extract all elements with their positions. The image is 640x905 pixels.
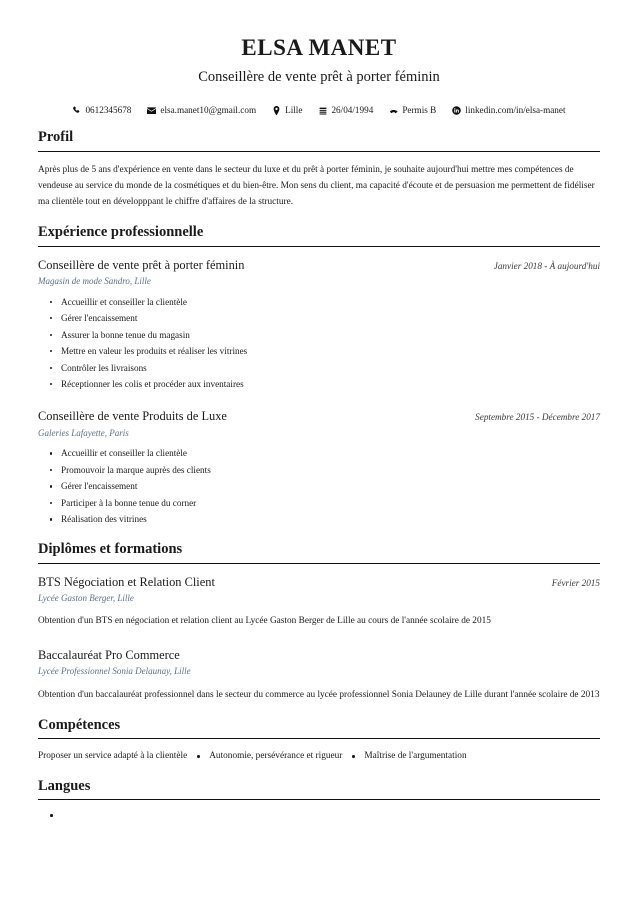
section-divider [38, 738, 600, 739]
experience-entry-head [38, 257, 600, 273]
education-entry-head [38, 647, 600, 663]
education-date: Février 2015 [551, 577, 600, 588]
phone-icon [72, 106, 81, 115]
list-item: Mettre en valeur les produits et réaliser les vitrines [50, 345, 600, 359]
contact-driving-licence [389, 106, 436, 115]
skill-item: Maîtrise de l'argumentation [364, 751, 467, 762]
location-icon [272, 106, 281, 115]
section-divider [38, 246, 600, 247]
skill-separator-dot [187, 755, 209, 758]
languages-list [38, 810, 600, 820]
contact-birthdate [318, 106, 373, 115]
calendar-icon [318, 106, 327, 115]
section-divider [38, 799, 600, 800]
skills-row [38, 749, 600, 764]
list-item: Réalisation des vitrines [50, 513, 600, 527]
list-item: Réceptionner les colis et procéder aux inventaires [50, 378, 600, 392]
experience-company: Galeries Lafayette, Paris [38, 427, 129, 438]
section-skills [38, 717, 600, 764]
car-icon [389, 106, 398, 115]
section-divider [38, 151, 600, 152]
contact-location-text: Lille [285, 104, 303, 115]
education-entry-head [38, 574, 600, 590]
education-degree: Baccalauréat Pro Commerce [38, 647, 180, 662]
contact-birthdate-text: 26/04/1994 [331, 104, 374, 115]
list-item: Promouvoir la marque auprès des clients [50, 464, 600, 478]
spacer [38, 394, 600, 408]
education-degree: BTS Négociation et Relation Client [38, 574, 215, 589]
education-entry [38, 647, 600, 703]
experience-role: Conseillère de vente Produits de Luxe [38, 409, 227, 424]
contact-phone[interactable] [72, 106, 131, 115]
linkedin-icon [452, 106, 461, 115]
candidate-job-title: Conseillère de vente prêt à porter féminin [198, 68, 440, 85]
cv-header [38, 34, 600, 115]
education-school: Lycée Gaston Berger, Lille [38, 592, 134, 603]
skill-item: Proposer un service adapté à la clientèle [38, 751, 188, 762]
section-divider [38, 563, 600, 564]
experience-date: Septembre 2015 - Décembre 2017 [475, 412, 600, 423]
list-item: Accueillir et conseiller la clientèle [50, 447, 600, 461]
section-title-experience: Expérience professionnelle [38, 224, 204, 241]
education-school: Lycée Professionnel Sonia Delaunay, Lille [38, 665, 191, 676]
education-entry [38, 574, 600, 630]
education-description: Obtention d'un baccalauréat professionnel dans le secteur du commerce au lycée professionnel Sonia Delauney de Lille durant l'année scolaire de 2013 [38, 689, 600, 700]
contact-bar [38, 106, 600, 115]
contact-driving-licence-text: Permis B [402, 104, 437, 115]
section-title-education: Diplômes et formations [38, 541, 183, 558]
list-item [50, 810, 600, 820]
contact-email-text: elsa.manet10@gmail.com [160, 104, 257, 115]
list-item: Participer à la bonne tenue du corner [50, 497, 600, 511]
contact-email[interactable] [147, 106, 256, 115]
list-item: Contrôler les livraisons [50, 362, 600, 376]
skill-item: Autonomie, persévérance et rigueur [209, 751, 343, 762]
list-item: Assurer la bonne tenue du magasin [50, 329, 600, 343]
experience-bullet-list [38, 447, 600, 527]
spacer [38, 632, 600, 647]
contact-linkedin-text: linkedin.com/in/elsa-manet [465, 104, 566, 115]
list-item: Gérer l'encaissement [50, 480, 600, 494]
section-languages [38, 778, 600, 820]
profil-text: Après plus de 5 ans d'expérience en vente dans le secteur du luxe et du prêt à porter féminin, je souhaite aujourd'hui mettre mes compétences de vendeuse au service du monde de la cosmétiques et du bien-être. Mon sens du client, ma capacité d'écoute et de persuasion me permettent de fidéliser ma clientèle tout en développpant le chiffre d'affaires de la structure. [38, 164, 595, 208]
contact-location [272, 106, 302, 115]
section-experience [38, 224, 600, 527]
section-title-profil: Profil [38, 129, 74, 146]
experience-role: Conseillère de vente prêt à porter féminin [38, 257, 245, 272]
experience-date: Janvier 2018 - À aujourd'hui [493, 260, 600, 271]
page-title: ELSA MANET [241, 35, 397, 60]
skill-separator-dot [342, 755, 364, 758]
experience-entry [38, 408, 600, 527]
list-item: Accueillir et conseiller la clientèle [50, 296, 600, 310]
experience-company: Magasin de mode Sandro, Lille [38, 275, 151, 286]
experience-entry-head [38, 408, 600, 424]
email-icon [147, 106, 156, 115]
experience-entry [38, 257, 600, 392]
section-title-skills: Compétences [38, 716, 121, 733]
education-description: Obtention d'un BTS en négociation et relation client au Lycée Gaston Berger de Lille au cours de l'année scolaire de 2015 [38, 616, 491, 627]
experience-bullet-list [38, 296, 600, 392]
section-title-languages: Langues [38, 778, 91, 795]
contact-phone-text: 0612345678 [85, 104, 132, 115]
section-education [38, 541, 600, 703]
section-profil [38, 129, 600, 210]
contact-linkedin[interactable] [452, 106, 565, 115]
list-item: Gérer l'encaissement [50, 312, 600, 326]
